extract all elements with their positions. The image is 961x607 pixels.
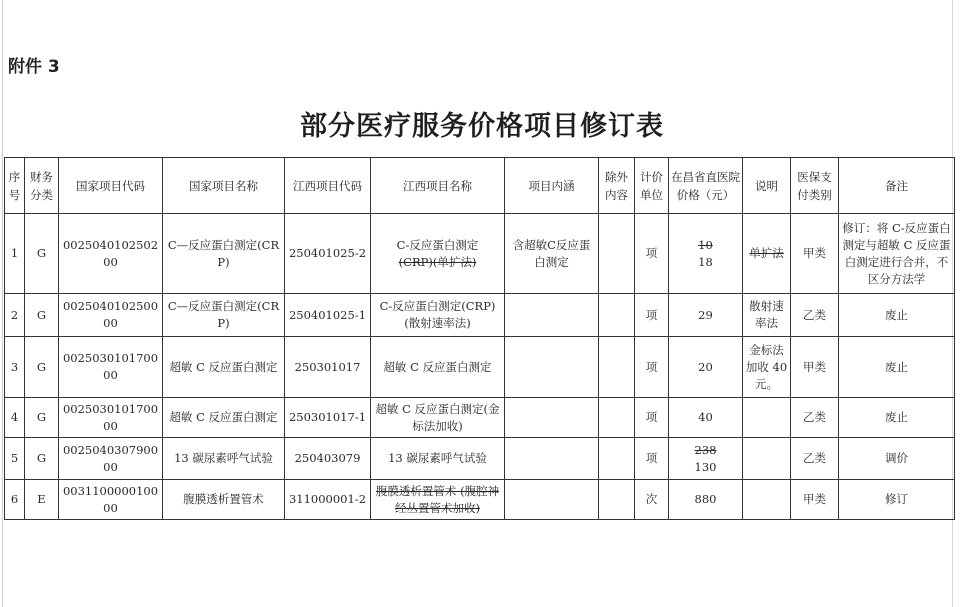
- cell-no: 3: [5, 337, 25, 398]
- cell-price: [669, 438, 743, 480]
- column-header-exclusions: 除外内容: [599, 158, 635, 214]
- cell-insurance: 甲类: [791, 337, 839, 398]
- attachment-label: 附件 3: [8, 57, 60, 77]
- column-header-price: 在昌省直医院价格（元）: [669, 158, 743, 214]
- cell-category: E: [25, 480, 59, 520]
- cell-jiangxi-name: [371, 214, 505, 294]
- cell-category: G: [25, 438, 59, 480]
- column-header-no: 序号: [5, 158, 25, 214]
- cell-national-code: 002503010170000: [59, 398, 163, 438]
- column-header-national-code: 国家项目代码: [59, 158, 163, 214]
- price-revision-table: [4, 157, 955, 520]
- table-row: [5, 438, 955, 480]
- cell-description: [743, 480, 791, 520]
- cell-category: G: [25, 337, 59, 398]
- cell-national-code: 003110000010000: [59, 480, 163, 520]
- cell-remark: 废止: [839, 398, 955, 438]
- page-edge-left: [2, 0, 3, 607]
- cell-national-name: 超敏 C 反应蛋白测定: [163, 337, 285, 398]
- cell-description: 散射速率法: [743, 294, 791, 337]
- cell-jiangxi-code: 250403079: [285, 438, 371, 480]
- cell-jiangxi-name: 超敏 C 反应蛋白测定(金标法加收): [371, 398, 505, 438]
- cell-jiangxi-code: 250401025-2: [285, 214, 371, 294]
- price-old-struck: 238: [694, 442, 717, 457]
- cell-price: 29: [669, 294, 743, 337]
- cell-jiangxi-name: [371, 480, 505, 520]
- cell-remark: 修订：将 C-反应蛋白测定与超敏 C 反应蛋白测定进行合并，不区分方法学: [839, 214, 955, 294]
- cell-insurance: 甲类: [791, 214, 839, 294]
- cell-no: 5: [5, 438, 25, 480]
- cell-remark: 废止: [839, 337, 955, 398]
- column-header-category: 财务分类: [25, 158, 59, 214]
- price-new: 18: [698, 254, 713, 269]
- column-header-jiangxi-code: 江西项目代码: [285, 158, 371, 214]
- column-header-national-name: 国家项目名称: [163, 158, 285, 214]
- cell-description: 金标法加收 40 元。: [743, 337, 791, 398]
- cell-no: 6: [5, 480, 25, 520]
- cell-unit: 项: [635, 398, 669, 438]
- cell-remark: 修订: [839, 480, 955, 520]
- table-row: [5, 214, 955, 294]
- column-header-remark: 备注: [839, 158, 955, 214]
- cell-national-code: 002504010250200: [59, 214, 163, 294]
- table-row: [5, 294, 955, 337]
- cell-jiangxi-code: 311000001-2: [285, 480, 371, 520]
- cell-price: 880: [669, 480, 743, 520]
- table-header-row: [5, 158, 955, 214]
- cell-unit: 项: [635, 337, 669, 398]
- cell-content: [505, 480, 599, 520]
- table-row: [5, 398, 955, 438]
- cell-exclusions: [599, 337, 635, 398]
- cell-description: [743, 398, 791, 438]
- cell-exclusions: [599, 214, 635, 294]
- cell-unit: 项: [635, 438, 669, 480]
- cell-description: [743, 438, 791, 480]
- cell-no: 2: [5, 294, 25, 337]
- cell-insurance: 乙类: [791, 294, 839, 337]
- jiangxi-name-struck-text: 腹膜透析置管术 (腹腔神经丛置管术加收): [375, 483, 500, 515]
- description-struck-text: 单扩法: [749, 246, 784, 260]
- cell-jiangxi-name: C-反应蛋白测定(CRP)(散射速率法): [371, 294, 505, 337]
- price-old-struck: 10: [698, 237, 713, 252]
- cell-content: [505, 337, 599, 398]
- cell-content: [505, 438, 599, 480]
- cell-exclusions: [599, 294, 635, 337]
- cell-jiangxi-code: 250401025-1: [285, 294, 371, 337]
- column-header-insurance: 医保支付类别: [791, 158, 839, 214]
- cell-price: 40: [669, 398, 743, 438]
- cell-jiangxi-name: 超敏 C 反应蛋白测定: [371, 337, 505, 398]
- cell-unit: 项: [635, 214, 669, 294]
- cell-category: G: [25, 398, 59, 438]
- jiangxi-name-text: C-反应蛋白测定: [396, 237, 479, 252]
- cell-national-code: 002504010250000: [59, 294, 163, 337]
- cell-content: [505, 294, 599, 337]
- cell-remark: 调价: [839, 438, 955, 480]
- column-header-unit: 计价单位: [635, 158, 669, 214]
- cell-exclusions: [599, 398, 635, 438]
- jiangxi-name-struck-text: (CRP)(单扩法): [398, 254, 477, 269]
- cell-jiangxi-code: 250301017: [285, 337, 371, 398]
- cell-national-name: 腹膜透析置管术: [163, 480, 285, 520]
- cell-unit: 项: [635, 294, 669, 337]
- table-row: [5, 480, 955, 520]
- cell-exclusions: [599, 480, 635, 520]
- column-header-description: 说明: [743, 158, 791, 214]
- cell-description: [743, 214, 791, 294]
- cell-no: 1: [5, 214, 25, 294]
- price-new: 130: [694, 459, 717, 474]
- cell-national-name: 13 碳尿素呼气试验: [163, 438, 285, 480]
- cell-national-code: 002504030790000: [59, 438, 163, 480]
- cell-jiangxi-name: 13 碳尿素呼气试验: [371, 438, 505, 480]
- cell-price: [669, 214, 743, 294]
- column-header-content: 项目内涵: [505, 158, 599, 214]
- cell-content: 含超敏C反应蛋白测定: [505, 214, 599, 294]
- page-title: 部分医疗服务价格项目修订表: [300, 111, 664, 142]
- cell-remark: 废止: [839, 294, 955, 337]
- column-header-jiangxi-name: 江西项目名称: [371, 158, 505, 214]
- cell-jiangxi-code: 250301017-1: [285, 398, 371, 438]
- cell-exclusions: [599, 438, 635, 480]
- cell-unit: 次: [635, 480, 669, 520]
- cell-no: 4: [5, 398, 25, 438]
- cell-national-name: C—反应蛋白测定(CRP): [163, 294, 285, 337]
- cell-national-name: C—反应蛋白测定(CRP): [163, 214, 285, 294]
- cell-category: G: [25, 214, 59, 294]
- table-row: [5, 337, 955, 398]
- cell-category: G: [25, 294, 59, 337]
- cell-national-name: 超敏 C 反应蛋白测定: [163, 398, 285, 438]
- cell-national-code: 002503010170000: [59, 337, 163, 398]
- cell-content: [505, 398, 599, 438]
- cell-insurance: 甲类: [791, 480, 839, 520]
- cell-insurance: 乙类: [791, 398, 839, 438]
- cell-price: 20: [669, 337, 743, 398]
- cell-insurance: 乙类: [791, 438, 839, 480]
